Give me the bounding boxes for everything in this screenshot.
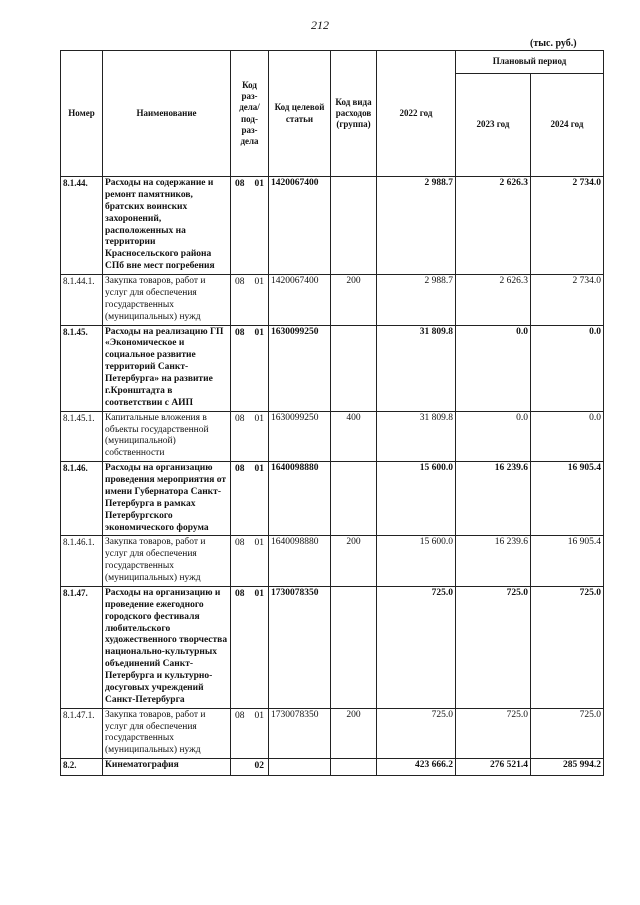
row-expense-type: 400 bbox=[331, 411, 377, 462]
row-name: Расходы на содержание и ремонт памятников, братских воинских захоронений, расположенных на территории Красносельского района СПб вне мест погребения bbox=[103, 177, 231, 275]
row-target-code: 1730078350 bbox=[269, 586, 331, 708]
budget-table bbox=[60, 50, 604, 776]
table-row bbox=[61, 708, 604, 759]
row-target-code bbox=[269, 759, 331, 776]
row-target-code: 1630099250 bbox=[269, 325, 331, 411]
row-value-2024: 2 734.0 bbox=[531, 177, 604, 275]
row-value-2024: 725.0 bbox=[531, 586, 604, 708]
row-value-2022: 15 600.0 bbox=[377, 462, 456, 536]
table-row bbox=[61, 759, 604, 776]
row-expense-type: 200 bbox=[331, 708, 377, 759]
row-section: 08 bbox=[235, 588, 245, 599]
row-subsection: 01 bbox=[254, 588, 264, 599]
row-name: Закупка товаров, работ и услуг для обеспечения государственных (муниципальных) нужд bbox=[103, 275, 231, 326]
header-section-code: Код раз- дела/ под- раз- дела bbox=[231, 51, 269, 177]
row-section: 08 bbox=[235, 327, 245, 338]
header-name: Наименование bbox=[103, 51, 231, 177]
row-name: Капитальные вложения в объекты государственной (муниципальной) собственности bbox=[103, 411, 231, 462]
row-number: 8.1.44. bbox=[61, 177, 103, 275]
table-body bbox=[61, 177, 604, 776]
row-expense-type bbox=[331, 177, 377, 275]
row-target-code: 1420067400 bbox=[269, 177, 331, 275]
row-expense-type: 200 bbox=[331, 275, 377, 326]
row-value-2023: 2 626.3 bbox=[456, 275, 531, 326]
row-value-2023: 16 239.6 bbox=[456, 462, 531, 536]
table-row bbox=[61, 536, 604, 587]
row-section-code bbox=[231, 759, 269, 776]
row-target-code: 1640098880 bbox=[269, 536, 331, 587]
row-value-2023: 0.0 bbox=[456, 411, 531, 462]
row-value-2023: 16 239.6 bbox=[456, 536, 531, 587]
row-name: Расходы на реализацию ГП «Экономическое и социальное развитие территорий Санкт-Петербурга» на развитие г.Кронштадта в соответствии с АИП bbox=[103, 325, 231, 411]
row-value-2022: 15 600.0 bbox=[377, 536, 456, 587]
row-section-code bbox=[231, 708, 269, 759]
header-number: Номер bbox=[61, 51, 103, 177]
row-section: 08 bbox=[235, 277, 245, 287]
row-value-2024: 16 905.4 bbox=[531, 462, 604, 536]
row-target-code: 1730078350 bbox=[269, 708, 331, 759]
row-number: 8.1.45. bbox=[61, 325, 103, 411]
row-expense-type bbox=[331, 759, 377, 776]
row-value-2023: 0.0 bbox=[456, 325, 531, 411]
header-planned-period: Плановый период bbox=[456, 51, 604, 74]
row-subsection: 01 bbox=[254, 710, 264, 721]
row-target-code: 1630099250 bbox=[269, 411, 331, 462]
row-subsection: 01 bbox=[254, 179, 264, 189]
header-year-2023: 2023 год bbox=[456, 74, 531, 177]
row-section: 08 bbox=[235, 413, 245, 424]
row-expense-type bbox=[331, 462, 377, 536]
row-value-2024: 725.0 bbox=[531, 708, 604, 759]
table-row bbox=[61, 586, 604, 708]
row-value-2024: 2 734.0 bbox=[531, 275, 604, 326]
row-value-2022: 2 988.7 bbox=[377, 177, 456, 275]
row-section-code bbox=[231, 462, 269, 536]
row-subsection: 01 bbox=[254, 277, 264, 287]
row-name: Закупка товаров, работ и услуг для обеспечения государственных (муниципальных) нужд bbox=[103, 536, 231, 587]
row-subsection: 01 bbox=[254, 464, 264, 475]
row-number: 8.1.45.1. bbox=[61, 411, 103, 462]
row-value-2023: 276 521.4 bbox=[456, 759, 531, 776]
header-expense-type-code: Код вида расходов (группа) bbox=[331, 51, 377, 177]
page-number: 212 bbox=[311, 18, 329, 32]
row-section-code bbox=[231, 411, 269, 462]
row-section: 08 bbox=[235, 538, 245, 549]
row-value-2024: 285 994.2 bbox=[531, 759, 604, 776]
row-value-2022: 31 809.8 bbox=[377, 325, 456, 411]
table-row bbox=[61, 177, 604, 275]
units-note: (тыс. руб.) bbox=[530, 38, 577, 49]
row-value-2022: 725.0 bbox=[377, 586, 456, 708]
row-expense-type: 200 bbox=[331, 536, 377, 587]
row-value-2024: 0.0 bbox=[531, 411, 604, 462]
row-value-2024: 16 905.4 bbox=[531, 536, 604, 587]
row-expense-type bbox=[331, 325, 377, 411]
row-number: 8.1.47.1. bbox=[61, 708, 103, 759]
row-subsection: 01 bbox=[254, 413, 264, 424]
row-target-code: 1420067400 bbox=[269, 275, 331, 326]
header-row bbox=[61, 51, 604, 74]
row-value-2022: 725.0 bbox=[377, 708, 456, 759]
row-section-code bbox=[231, 275, 269, 326]
row-section-code bbox=[231, 536, 269, 587]
row-section: 08 bbox=[235, 710, 245, 721]
row-expense-type bbox=[331, 586, 377, 708]
row-value-2024: 0.0 bbox=[531, 325, 604, 411]
row-subsection: 02 bbox=[254, 761, 264, 772]
row-subsection: 01 bbox=[254, 327, 264, 338]
header-year-2024: 2024 год bbox=[531, 74, 604, 177]
table-row bbox=[61, 411, 604, 462]
row-value-2022: 423 666.2 bbox=[377, 759, 456, 776]
row-value-2023: 725.0 bbox=[456, 708, 531, 759]
row-number: 8.2. bbox=[61, 759, 103, 776]
row-value-2023: 725.0 bbox=[456, 586, 531, 708]
row-name: Закупка товаров, работ и услуг для обеспечения государственных (муниципальных) нужд bbox=[103, 708, 231, 759]
table-row bbox=[61, 325, 604, 411]
row-section: 08 bbox=[235, 464, 245, 475]
row-name: Расходы на организацию проведения мероприятия от имени Губернатора Санкт-Петербурга в рамках Петербургского экономического форума bbox=[103, 462, 231, 536]
row-number: 8.1.47. bbox=[61, 586, 103, 708]
table-row bbox=[61, 275, 604, 326]
row-section-code bbox=[231, 177, 269, 275]
row-section-code bbox=[231, 325, 269, 411]
row-value-2022: 2 988.7 bbox=[377, 275, 456, 326]
row-subsection: 01 bbox=[254, 538, 264, 549]
row-number: 8.1.46.1. bbox=[61, 536, 103, 587]
row-value-2022: 31 809.8 bbox=[377, 411, 456, 462]
row-name: Расходы на организацию и проведение ежегодного городского фестиваля любительского художественного творчества национально-культурных объединений Санкт-Петербурга и культурно-досуговых учреждений Санкт-Петербурга bbox=[103, 586, 231, 708]
header-year-2022: 2022 год bbox=[377, 51, 456, 177]
row-number: 8.1.46. bbox=[61, 462, 103, 536]
row-target-code: 1640098880 bbox=[269, 462, 331, 536]
table-row bbox=[61, 462, 604, 536]
header-target-code: Код целевой статьи bbox=[269, 51, 331, 177]
row-name: Кинематография bbox=[103, 759, 231, 776]
row-value-2023: 2 626.3 bbox=[456, 177, 531, 275]
row-section-code bbox=[231, 586, 269, 708]
row-section: 08 bbox=[235, 179, 245, 189]
row-number: 8.1.44.1. bbox=[61, 275, 103, 326]
